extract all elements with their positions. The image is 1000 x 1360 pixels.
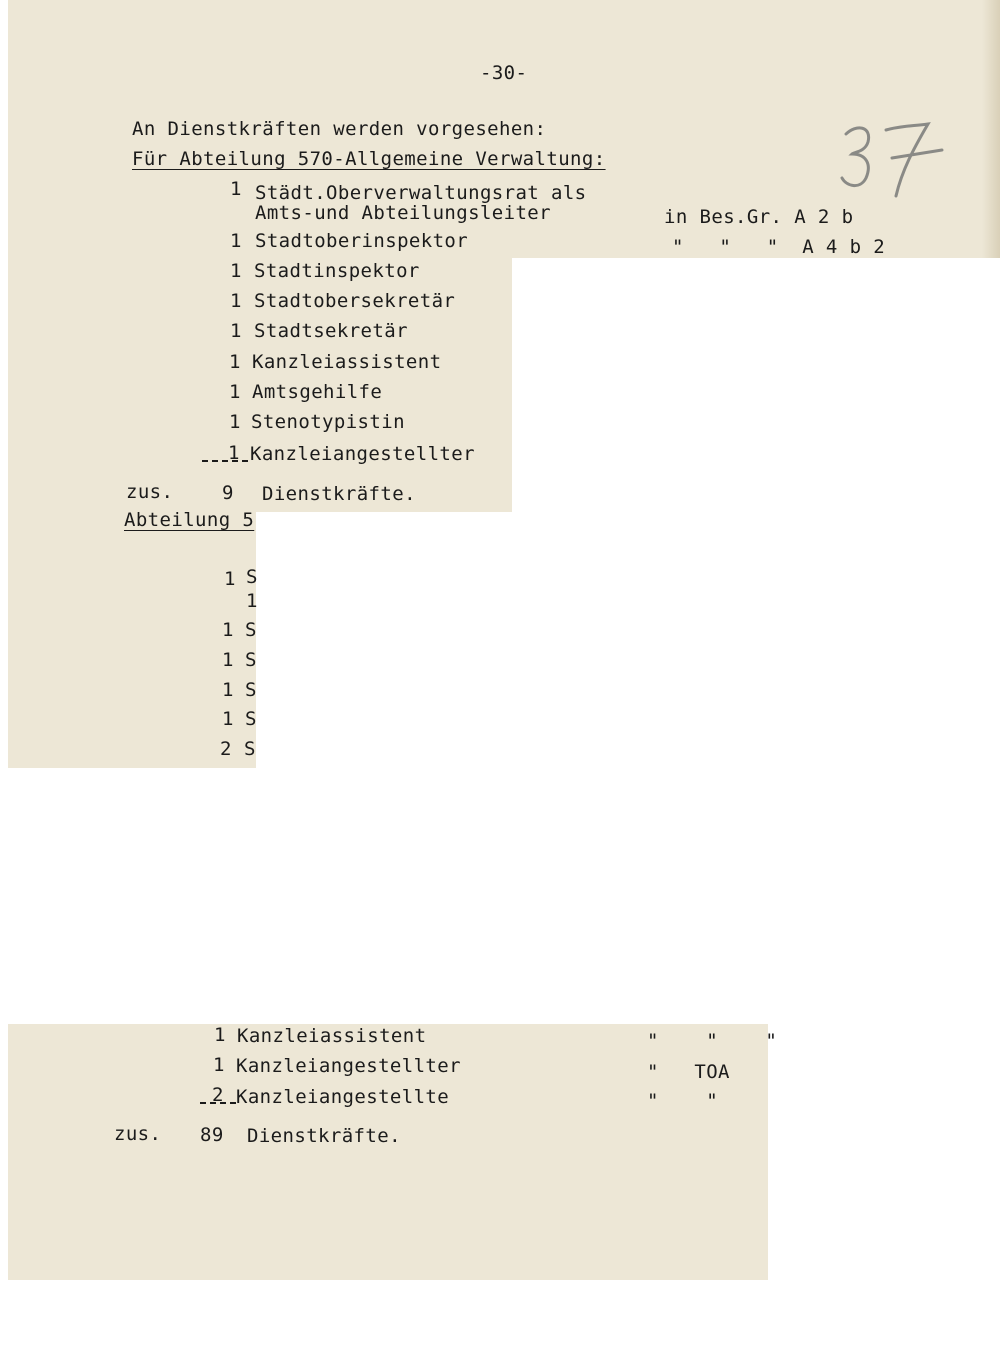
sum-rule: [202, 460, 248, 462]
entry-count: 1: [222, 708, 234, 730]
entry-title-cut: 1: [246, 590, 258, 612]
total-count: 9: [222, 482, 234, 504]
entry-title: Stadtsekretär: [254, 320, 408, 342]
entry-count: 1: [229, 381, 241, 403]
total-count: 89: [200, 1124, 224, 1146]
total-label: zus.: [114, 1123, 162, 1145]
entry-title: Kanzleiangestellte: [236, 1086, 450, 1108]
entry-title: Stenotypistin: [251, 411, 405, 433]
entry-count: 1: [214, 1024, 226, 1046]
entry-count: 1: [230, 230, 242, 252]
intro-line: An Dienstkräften werden vorgesehen:: [132, 118, 547, 140]
pay-grade: " " ": [647, 1030, 778, 1052]
pay-grade: " TOA: [647, 1061, 730, 1083]
entry-title: Stadtobersekretär: [254, 290, 456, 312]
total-text: Dienstkräfte.: [247, 1125, 401, 1147]
entry-title: Stadtoberinspektor: [255, 230, 469, 252]
total-text: Dienstkräfte.: [262, 483, 416, 505]
sum-rule: [200, 1102, 236, 1104]
entry-title-cut: S: [244, 738, 256, 760]
entry-count: 1: [222, 619, 234, 641]
entry-count: 1: [222, 649, 234, 671]
entry-title: Kanzleiangestellter: [250, 443, 475, 465]
entry-title: Kanzleiassistent: [237, 1025, 427, 1047]
pay-grade: " " " A 4 b 2: [672, 236, 886, 258]
entry-title-cut: S: [245, 649, 257, 671]
total-label: zus.: [126, 481, 174, 503]
entry-count: 1: [230, 260, 242, 282]
page-edge-shadow: [982, 0, 1000, 258]
entry-count: 1: [213, 1054, 225, 1076]
entry-title-cut: S: [245, 619, 257, 641]
entry-title-cut: S: [245, 708, 257, 730]
entry-count: 1: [230, 290, 242, 312]
handwritten-page-mark: [838, 112, 948, 202]
entry-count: 2: [220, 738, 232, 760]
entry-count: 2: [212, 1084, 224, 1106]
entry-title-cut: S: [245, 679, 257, 701]
pay-grade: " ": [647, 1090, 719, 1112]
page-number: -30-: [480, 62, 528, 84]
entry-title: Amtsgehilfe: [252, 381, 383, 403]
section2-heading: Abteilung 5: [124, 509, 255, 531]
entry-count: 1: [229, 411, 241, 433]
entry-title: Kanzleiassistent: [252, 351, 442, 373]
entry-count: 1: [222, 679, 234, 701]
entry-title: Stadtinspektor: [254, 260, 420, 282]
page-fragment-middle: [8, 512, 256, 768]
section1-heading: Für Abteilung 570-Allgemeine Verwaltung:: [132, 148, 606, 170]
entry-count: 1: [228, 442, 240, 464]
entry-title: Kanzleiangestellter: [236, 1055, 461, 1077]
pay-grade: in Bes.Gr. A 2 b: [664, 206, 854, 228]
entry-count: 1: [229, 351, 241, 373]
entry-title-continued: Amts-und Abteilungsleiter: [255, 202, 551, 224]
entry-title: Städt.Oberverwaltungsrat als: [255, 182, 587, 204]
entry-count: 1: [224, 568, 236, 590]
entry-count: 1: [230, 320, 242, 342]
entry-title-cut: S: [246, 566, 258, 588]
entry-count: 1: [230, 178, 242, 200]
